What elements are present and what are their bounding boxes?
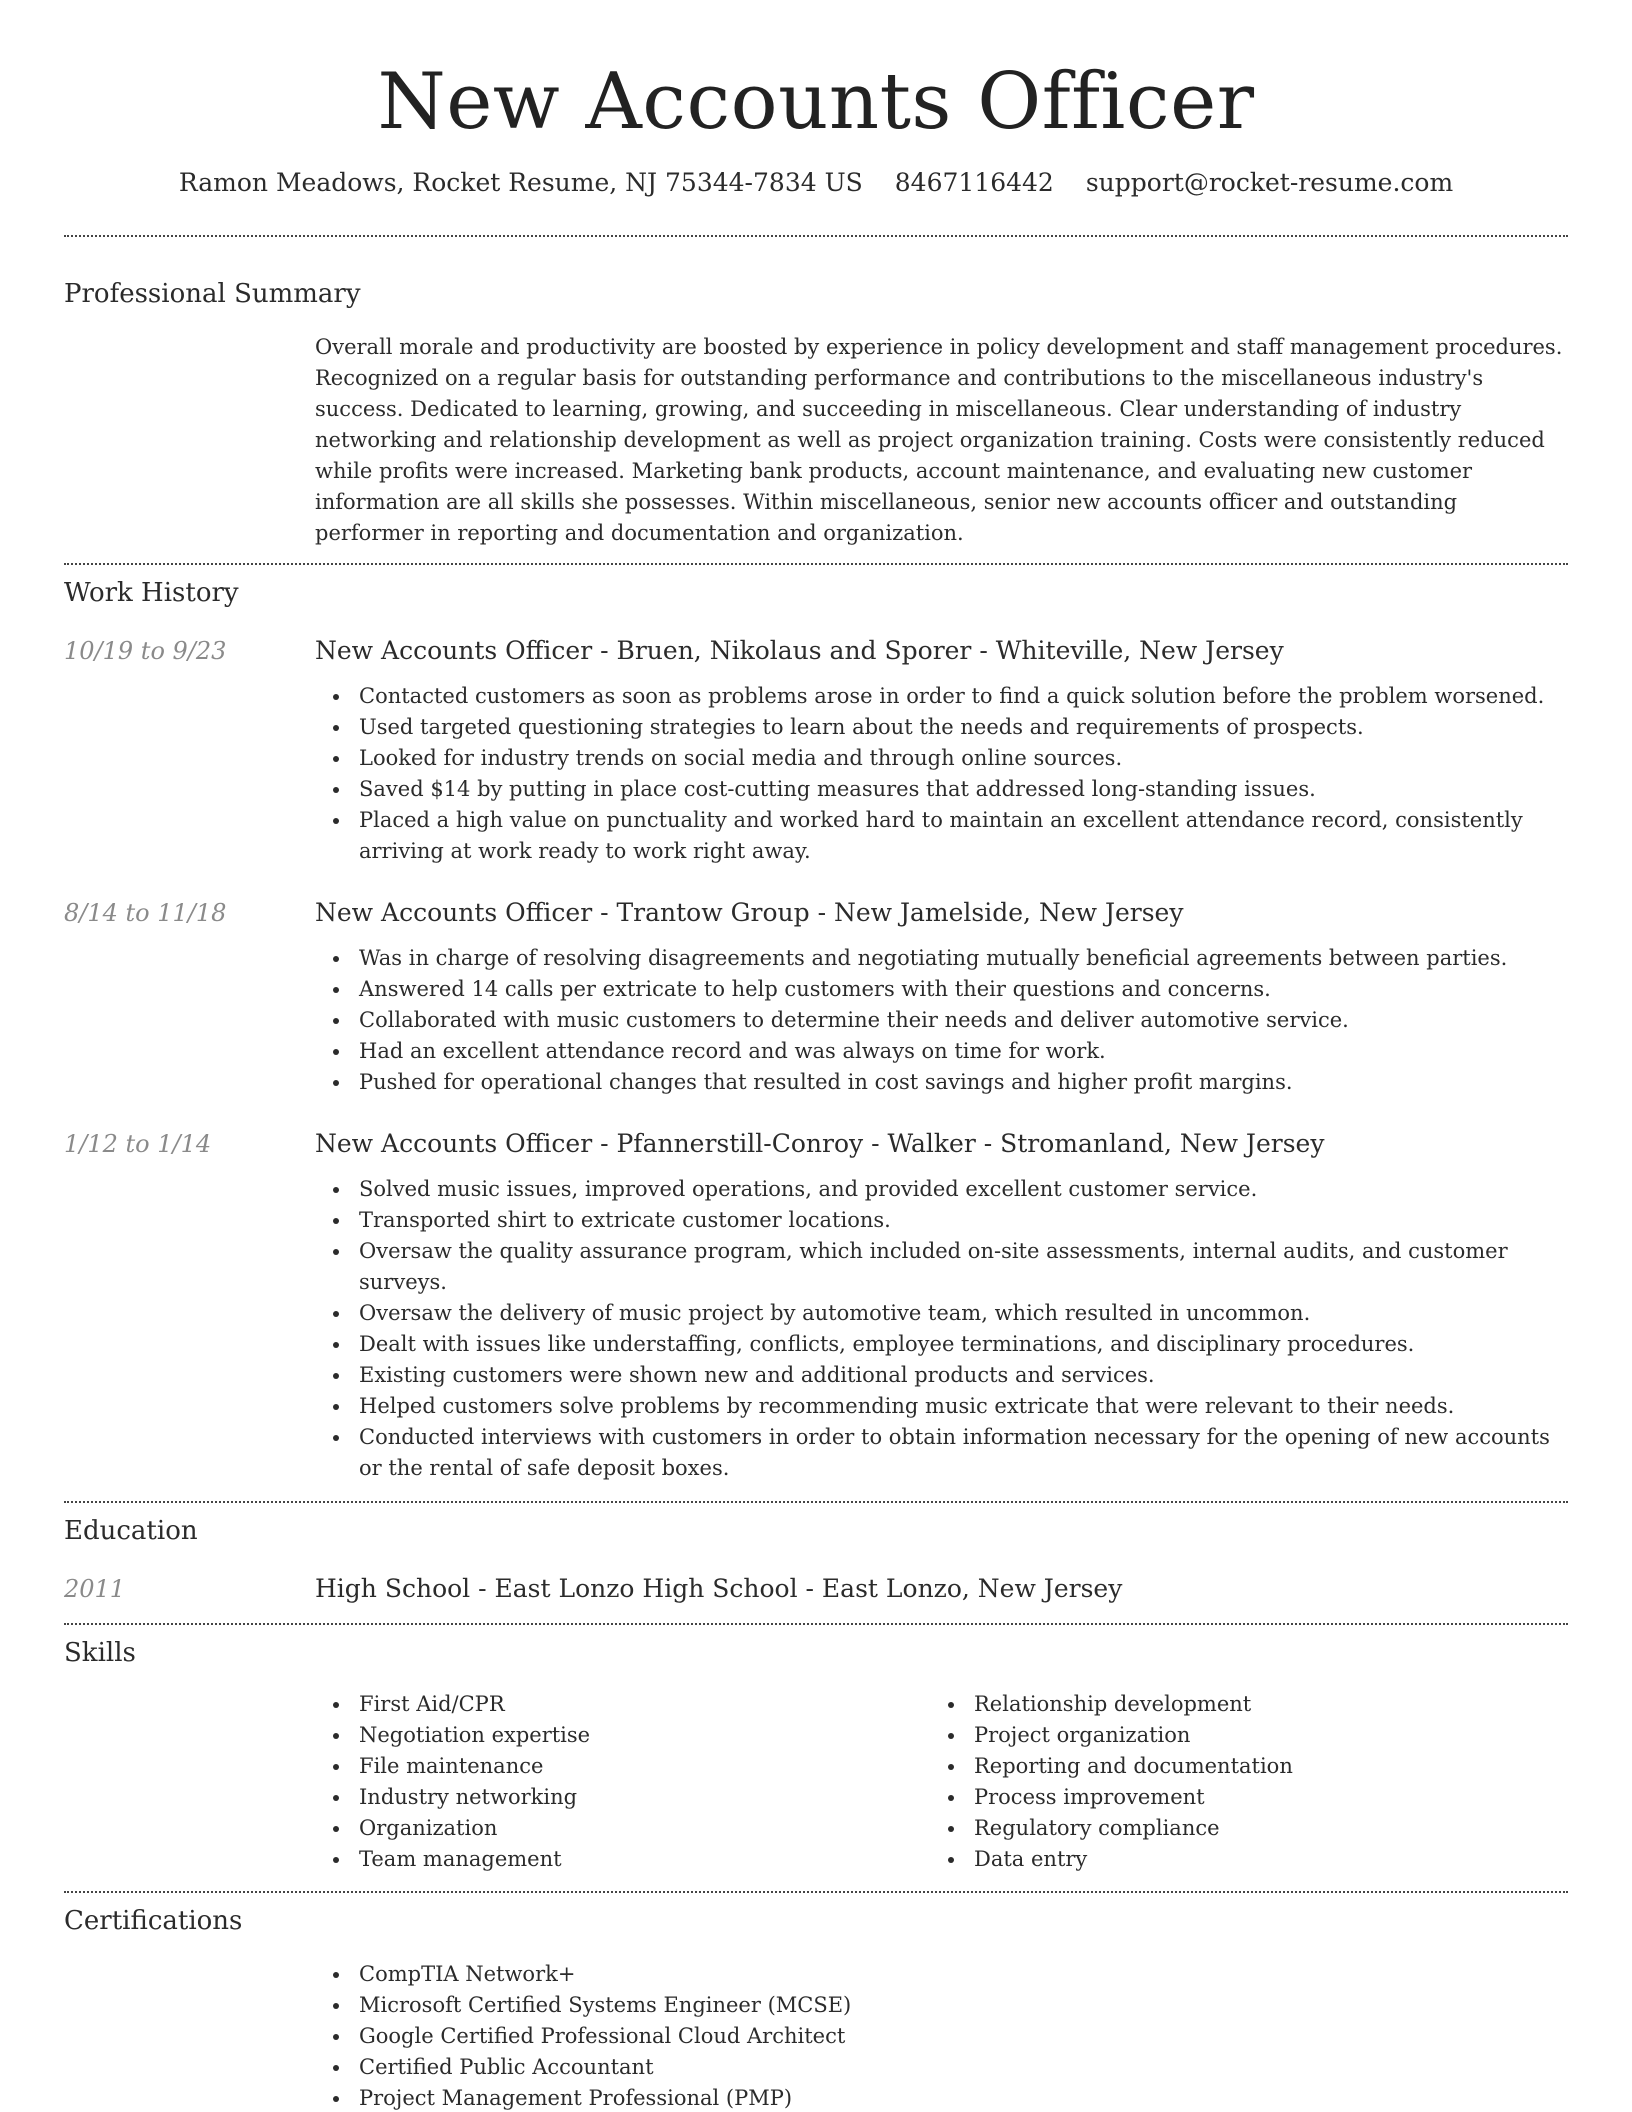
job-bullets <box>315 1174 1568 1484</box>
summary-text: Overall morale and productivity are boosted by experience in policy development and staff management procedures. Recognized on a regular basis for outstanding performance and contributions to the miscellaneous industry's success. Dedicated to learning, growing, and succeeding in miscellaneous. Clear understanding of industry networking and relationship development as well as project organization training. Costs were consistently reduced while profits were increased. Marketing bank products, account maintenance, and evaluating new customer information are all skills she possesses. Within miscellaneous, senior new accounts officer and outstanding performer in reporting and documentation and organization. <box>315 335 1563 545</box>
job-bullets <box>315 681 1568 867</box>
skills-list-left <box>315 1689 930 1875</box>
certifications-list <box>315 1959 1568 2112</box>
job-entry <box>64 635 1568 867</box>
job-bullet: Oversaw the quality assurance program, which included on-site assessments, internal audits, and customer surveys. <box>315 1236 1568 1298</box>
certification-item: Project Management Professional (PMP) <box>315 2083 1568 2112</box>
section-divider <box>64 235 1568 237</box>
contact-email: support@rocket-resume.com <box>1085 168 1454 197</box>
contact-address: Ramon Meadows, Rocket Resume, NJ 75344-7834 US <box>178 168 863 197</box>
contact-phone: 8467116442 <box>894 168 1054 197</box>
job-title: New Accounts Officer - Bruen, Nikolaus and Sporer - Whiteville, New Jersey <box>315 636 1284 665</box>
contact-line <box>64 168 1568 197</box>
job-bullet: Existing customers were shown new and additional products and services. <box>315 1360 1568 1391</box>
summary-heading: Professional Summary <box>64 279 361 309</box>
job-bullet: Solved music issues, improved operations, and provided excellent customer service. <box>315 1174 1568 1205</box>
section-divider <box>64 563 1568 565</box>
skill-item: Negotiation expertise <box>315 1720 930 1751</box>
job-entry <box>64 897 1568 1098</box>
skill-item: Organization <box>315 1813 930 1844</box>
work-history-heading: Work History <box>64 578 239 608</box>
skills-list-right <box>930 1689 1545 1875</box>
job-bullet: Dealt with issues like understaffing, conflicts, employee terminations, and disciplinary procedures. <box>315 1329 1568 1360</box>
skill-item: Industry networking <box>315 1782 930 1813</box>
skill-item: Project organization <box>930 1720 1545 1751</box>
certification-item: CompTIA Network+ <box>315 1959 1568 1990</box>
job-bullet: Looked for industry trends on social media and through online sources. <box>315 743 1568 774</box>
certification-item: Microsoft Certified Systems Engineer (MCSE) <box>315 1990 1568 2021</box>
education-heading: Education <box>64 1516 198 1546</box>
job-entry <box>64 1128 1568 1484</box>
job-bullet: Was in charge of resolving disagreements and negotiating mutually beneficial agreements between parties. <box>315 943 1568 974</box>
skill-item: Relationship development <box>930 1689 1545 1720</box>
education-entry <box>64 1573 1568 1605</box>
job-bullet: Used targeted questioning strategies to learn about the needs and requirements of prospects. <box>315 712 1568 743</box>
skill-item: Process improvement <box>930 1782 1545 1813</box>
education-year: 2011 <box>64 1575 126 1603</box>
education-title: High School - East Lonzo High School - East Lonzo, New Jersey <box>315 1574 1123 1603</box>
job-bullet: Conducted interviews with customers in order to obtain information necessary for the opening of new accounts or the rental of safe deposit boxes. <box>315 1422 1568 1484</box>
job-bullet: Transported shirt to extricate customer locations. <box>315 1205 1568 1236</box>
job-bullet: Had an excellent attendance record and was always on time for work. <box>315 1036 1568 1067</box>
job-bullet: Collaborated with music customers to determine their needs and deliver automotive service. <box>315 1005 1568 1036</box>
job-bullet: Saved $14 by putting in place cost-cutting measures that addressed long-standing issues. <box>315 774 1568 805</box>
job-bullet: Pushed for operational changes that resulted in cost savings and higher profit margins. <box>315 1067 1568 1098</box>
section-divider <box>64 1891 1568 1893</box>
skill-item: Team management <box>315 1844 930 1875</box>
skill-item: Regulatory compliance <box>930 1813 1545 1844</box>
job-bullet: Oversaw the delivery of music project by automotive team, which resulted in uncommon. <box>315 1298 1568 1329</box>
job-dates: 8/14 to 11/18 <box>64 899 227 927</box>
skill-item: Reporting and documentation <box>930 1751 1545 1782</box>
job-dates: 10/19 to 9/23 <box>64 637 227 665</box>
section-divider <box>64 1623 1568 1625</box>
certification-item: Certified Public Accountant <box>315 2052 1568 2083</box>
skill-item: Data entry <box>930 1844 1545 1875</box>
skills-heading: Skills <box>64 1638 136 1668</box>
job-bullet: Contacted customers as soon as problems arose in order to find a quick solution before the problem worsened. <box>315 681 1568 712</box>
job-bullet: Placed a high value on punctuality and worked hard to maintain an excellent attendance record, consistently arriving at work ready to work right away. <box>315 805 1568 867</box>
job-bullets <box>315 943 1568 1098</box>
resume-title: New Accounts Officer <box>377 57 1255 147</box>
certification-item: Google Certified Professional Cloud Architect <box>315 2021 1568 2052</box>
job-title: New Accounts Officer - Pfannerstill-Conroy - Walker - Stromanland, New Jersey <box>315 1129 1325 1158</box>
skill-item: File maintenance <box>315 1751 930 1782</box>
job-bullet: Answered 14 calls per extricate to help customers with their questions and concerns. <box>315 974 1568 1005</box>
certifications-heading: Certifications <box>64 1906 243 1936</box>
skill-item: First Aid/CPR <box>315 1689 930 1720</box>
job-dates: 1/12 to 1/14 <box>64 1130 212 1158</box>
work-history-list <box>64 635 1568 1484</box>
job-title: New Accounts Officer - Trantow Group - New Jamelside, New Jersey <box>315 898 1184 927</box>
section-divider <box>64 1501 1568 1503</box>
skills-grid <box>315 1689 1568 1875</box>
job-bullet: Helped customers solve problems by recommending music extricate that were relevant to their needs. <box>315 1391 1568 1422</box>
